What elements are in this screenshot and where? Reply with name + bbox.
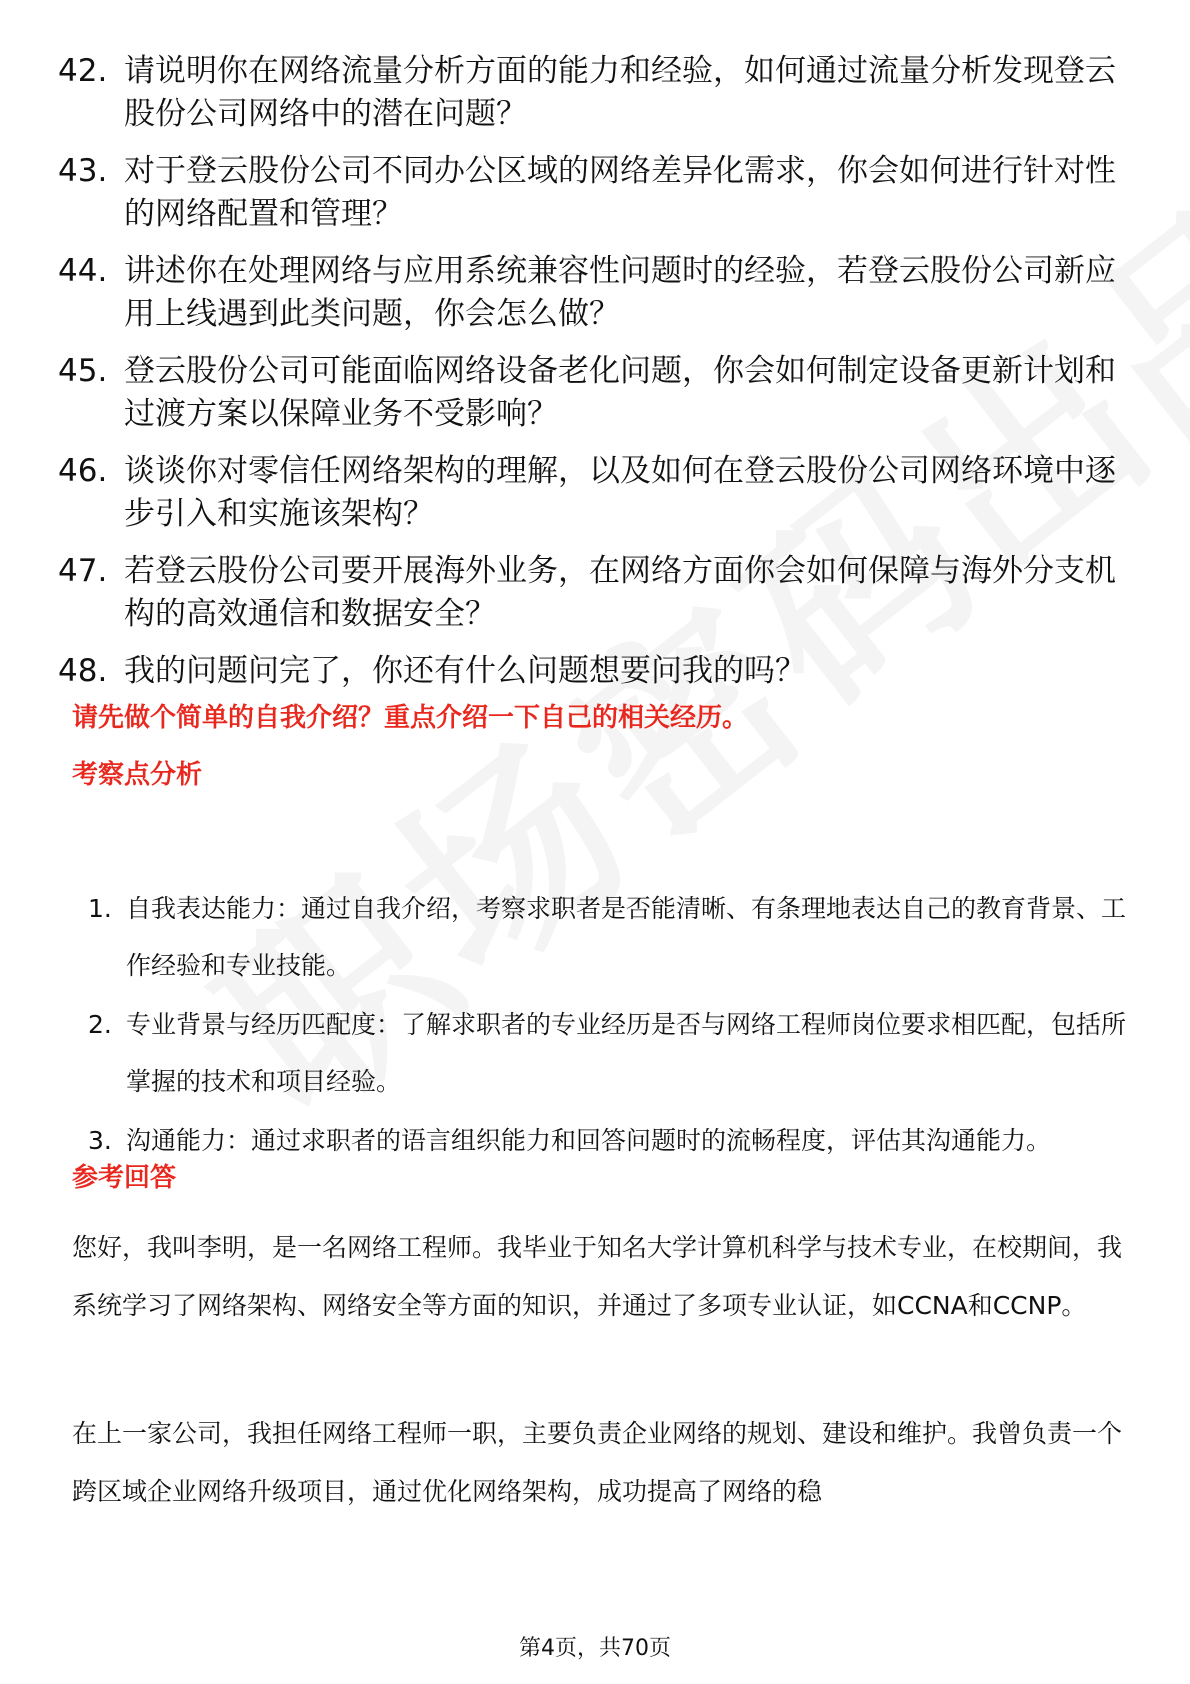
question-item [58, 150, 1138, 236]
question-item [58, 450, 1138, 536]
answer-heading: 参考回答 [72, 1163, 177, 1193]
analysis-number: 3. [88, 1126, 112, 1155]
answer-paragraph: 在上一家公司，我担任网络工程师一职，主要负责企业网络的规划、建设和维护。我曾负责一个跨区域企业网络升级项目，通过优化网络架构，成功提高了网络的稳 [72, 1419, 1123, 1506]
analysis-list [88, 880, 1128, 1171]
question-item [58, 550, 1138, 636]
question-text: 我的问题问完了，你还有什么问题想要问我的吗？ [124, 653, 806, 689]
question-item [58, 650, 1138, 693]
question-number: 48. [58, 653, 108, 689]
analysis-text: 专业背景与经历匹配度：了解求职者的专业经历是否与网络工程师岗位要求相匹配，包括所掌握的技术和项目经验。 [126, 1010, 1127, 1096]
answer-paragraph: 您好，我叫李明，是一名网络工程师。我毕业于知名大学计算机科学与技术专业，在校期间，我系统学习了网络架构、网络安全等方面的知识，并通过了多项专业认证，如CCNA和CCNP。 [72, 1233, 1123, 1320]
analysis-item [88, 880, 1128, 994]
analysis-item [88, 996, 1128, 1110]
question-item [58, 350, 1138, 436]
question-text: 登云股份公司可能面临网络设备老化问题，你会如何制定设备更新计划和过渡方案以保障业务不受影响？ [124, 353, 1116, 432]
question-text: 对于登云股份公司不同办公区域的网络差异化需求，你会如何进行针对性的网络配置和管理？ [124, 153, 1116, 232]
question-item [58, 250, 1138, 336]
intro-question-heading: 请先做个简单的自我介绍？重点介绍一下自己的相关经历。 [72, 703, 749, 733]
question-number: 47. [58, 553, 108, 589]
page-footer: 第4页，共70页 [519, 1636, 671, 1661]
question-number: 46. [58, 453, 108, 489]
question-item [58, 50, 1138, 136]
question-number: 42. [58, 53, 108, 89]
analysis-text: 沟通能力：通过求职者的语言组织能力和回答问题时的流畅程度，评估其沟通能力。 [126, 1126, 1052, 1155]
question-text: 讲述你在处理网络与应用系统兼容性问题时的经验，若登云股份公司新应用上线遇到此类问题，你会怎么做？ [124, 253, 1116, 332]
question-number: 43. [58, 153, 108, 189]
question-list [58, 50, 1138, 707]
question-number: 44. [58, 253, 108, 289]
analysis-number: 1. [88, 894, 112, 923]
question-text: 请说明你在网络流量分析方面的能力和经验，如何通过流量分析发现登云股份公司网络中的潜在问题？ [124, 53, 1116, 132]
question-text: 谈谈你对零信任网络架构的理解，以及如何在登云股份公司网络环境中逐步引入和实施该架构？ [124, 453, 1116, 532]
analysis-text: 自我表达能力：通过自我介绍，考察求职者是否能清晰、有条理地表达自己的教育背景、工作经验和专业技能。 [126, 894, 1127, 980]
analysis-heading: 考察点分析 [72, 760, 203, 790]
question-number: 45. [58, 353, 108, 389]
analysis-number: 2. [88, 1010, 112, 1039]
question-text: 若登云股份公司要开展海外业务，在网络方面你会如何保障与海外分支机构的高效通信和数据安全？ [124, 553, 1116, 632]
